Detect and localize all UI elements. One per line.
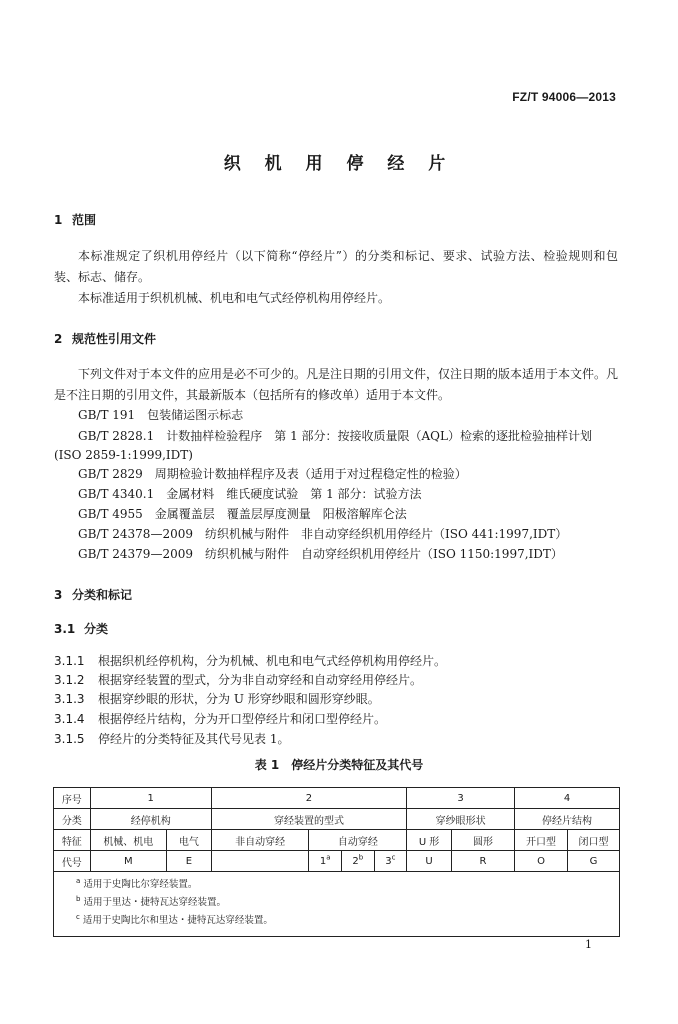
table-cell: 穿纱眼形状 [407,809,515,830]
row-label: 序号 [54,788,91,809]
table-cell: 穿经装置的型式 [211,809,406,830]
code-value: 1 [319,855,327,867]
table-cell: 电气 [166,830,211,851]
clause-item [54,671,422,688]
subsection-title: 分类 [84,622,109,636]
table-cell: U 形 [407,830,452,851]
code-value: 2 [352,855,359,867]
clause-text: 根据穿经装置的型式，分为非自动穿经和自动穿经用停经片。 [98,673,423,687]
document-title: 织 机 用 停 经 片 [223,154,455,174]
table-cell: 非自动穿经 [211,830,309,851]
clause-number: 3.1.5 [54,732,85,746]
table-row [54,809,620,830]
section-title: 分类和标记 [72,588,133,602]
code-value: 3 [385,855,392,867]
section-number: 3 [54,588,63,602]
section-title: 规范性引用文件 [72,332,157,346]
standard-code: FZ/T 94006—2013 [512,90,616,104]
reference-item: GB/T 24378—2009 纺织机械与附件 非自动穿经织机用停经片（ISO 441:1997,IDT） [78,527,568,541]
table-cell [374,851,407,872]
footnote-mark: c [391,853,396,862]
clause-number: 3.1.3 [54,692,85,706]
clause-text: 根据停经片结构，分为开口型停经片和闭口型停经片。 [98,712,387,726]
clause-number: 3.1.1 [54,654,85,668]
table-cell: 1 [90,788,211,809]
table-row [54,788,620,809]
clause-item [54,690,380,707]
section-2-heading [54,330,156,347]
table-cell: 2 [211,788,406,809]
section-number: 2 [54,332,63,346]
table-cell [342,851,375,872]
clause-text: 根据织机经停机构，分为机械、机电和电气式经停机构用停经片。 [98,654,447,668]
note-mark: c [76,912,80,921]
table-cell: 自动穿经 [309,830,407,851]
table-cell: G [567,851,619,872]
reference-item: GB/T 2828.1 计数抽样检验程序 第 1 部分：按接收质量限（AQL）检索的逐批检验抽样计划 [78,429,592,443]
table-cell: 经停机构 [90,809,211,830]
table-note [76,912,619,930]
table-notes-row [54,872,620,937]
clause-text: 根据穿纱眼的形状，分为 U 形穿纱眼和圆形穿纱眼。 [98,692,380,706]
section-number: 1 [54,213,63,227]
clause-item [54,710,386,727]
table-cell [211,851,309,872]
reference-item: GB/T 2829 周期检验计数抽样程序及表（适用于对过程稳定性的检验） [78,467,467,481]
table-cell: 4 [515,788,620,809]
clause-text: 停经片的分类特征及其代号见表 1。 [98,732,290,746]
table-cell: M [90,851,166,872]
table-cell: 机械、机电 [90,830,166,851]
clause-number: 3.1.2 [54,673,85,687]
subsection-number: 3.1 [54,622,76,636]
table-cell: 停经片结构 [515,809,620,830]
scope-paragraph-1: 本标准规定了织机用停经片（以下简称“停经片”）的分类和标记、要求、试验方法、检验规则和包装、标志、储存。 [54,249,618,284]
reference-item-continuation: (ISO 2859-1:1999,IDT) [54,448,193,462]
subsection-3-1-heading [54,620,108,637]
clause-number: 3.1.4 [54,712,85,726]
table-cell: 闭口型 [567,830,619,851]
clause-item [54,730,289,747]
reference-item: GB/T 4340.1 金属材料 维氏硬度试验 第 1 部分：试验方法 [78,487,422,501]
table-notes [54,872,620,937]
table-cell: 3 [407,788,515,809]
table-row [54,851,620,872]
scope-paragraph-2: 本标准适用于织机机械、机电和电气式经停机构用停经片。 [78,291,391,305]
reference-item: GB/T 24379—2009 纺织机械与附件 自动穿经织机用停经片（ISO 1150:1997,IDT） [78,547,563,561]
note-text: 适用于史陶比尔和里达・捷特瓦达穿经装置。 [82,915,273,926]
table-caption: 表 1 停经片分类特征及其代号 [254,758,424,772]
reference-item: GB/T 4955 金属覆盖层 覆盖层厚度测量 阳极溶解库仑法 [78,507,407,521]
note-mark: b [76,894,81,903]
table-cell: 圆形 [451,830,514,851]
table-cell: O [515,851,568,872]
table-note [76,876,619,894]
reference-item: GB/T 191 包装储运图示标志 [78,408,244,422]
table-cell: U [407,851,452,872]
section-title: 范围 [72,213,97,227]
row-label: 分类 [54,809,91,830]
table-cell: 开口型 [515,830,568,851]
table-row [54,830,620,851]
normative-intro: 下列文件对于本文件的应用是必不可少的。凡是注日期的引用文件，仅注日期的版本适用于本文件。凡是不注日期的引用文件，其最新版本（包括所有的修改单）适用于本文件。 [54,367,619,402]
footnote-mark: a [326,853,331,862]
table-cell: R [451,851,514,872]
classification-table [53,787,620,937]
table-cell: E [166,851,211,872]
clause-item [54,652,446,669]
note-text: 适用于史陶比尔穿经装置。 [83,879,198,890]
note-text: 适用于里达・捷特瓦达穿经装置。 [83,897,226,908]
table-cell [309,851,342,872]
row-label: 特征 [54,830,91,851]
table-note [76,894,619,912]
section-3-heading [54,586,132,603]
section-1-heading [54,211,96,228]
footnote-mark: b [358,853,364,862]
row-label: 代号 [54,851,91,872]
page-number: 1 [585,938,592,951]
note-mark: a [76,876,81,885]
